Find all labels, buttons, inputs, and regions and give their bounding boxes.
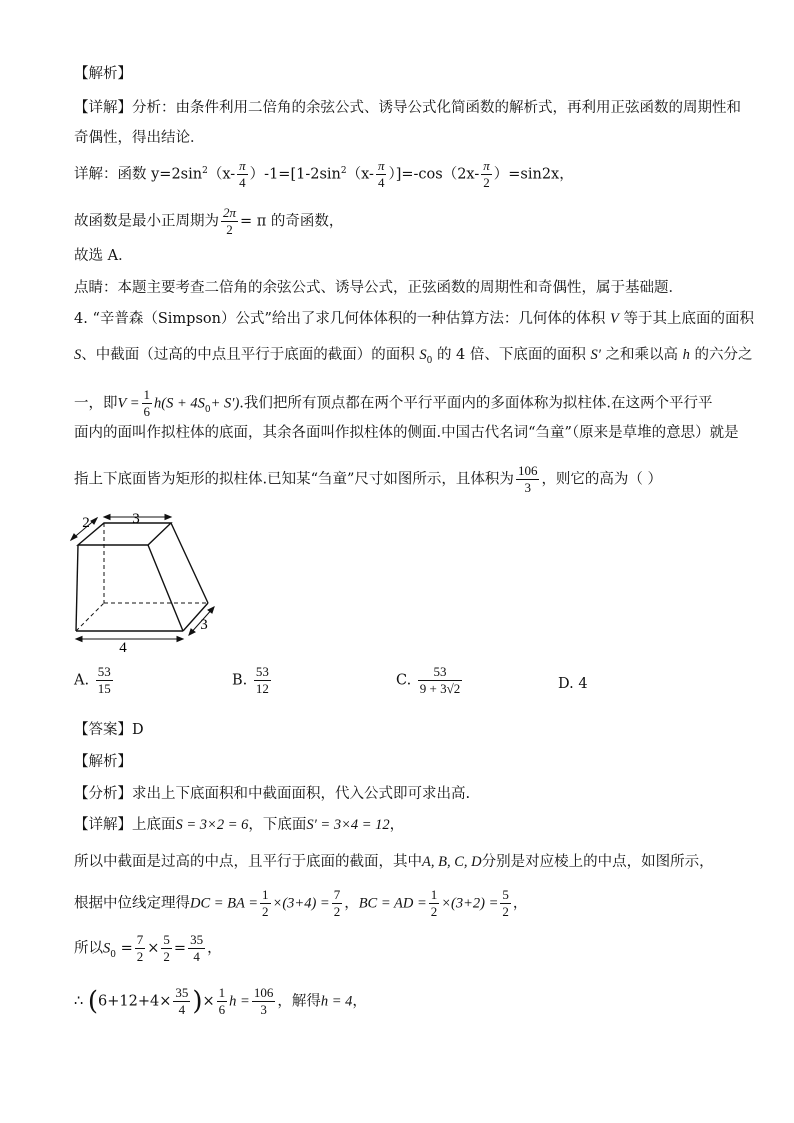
answer-line: 【答案】D (74, 722, 144, 738)
pi-over-4-fraction: $\frac{\pi}{4}$ (377, 158, 385, 190)
period-fraction: $\frac{2\pi}{2}$ (223, 205, 237, 237)
top-face-outline (78, 523, 171, 545)
solve-line: 详解：函数 $y=2\sin^2(x-$ $\frac{\pi}{4}$ ）$-1=[1-2\sin^2(x-$ $\frac{\pi}{4}$ ）]=-cos（2x- $\frac{\pi}{2}$ ）=sin2x， (74, 158, 574, 190)
pick-line: 故选 A． (74, 248, 133, 264)
analysis-heading-2: 【解析】 (74, 754, 132, 770)
midline-theorem-line: 根据中位线定理得DC = BA = $\frac{1}{2}$ ×(3+4) = $\frac{7}{2}$ ，BC = AD = $\frac{1}{2}$ ×(3+2) = $\frac{5}{2}$ ， (74, 887, 528, 919)
analysis-heading-1: 【解析】 (74, 66, 132, 82)
choice-d: D. 4 (558, 676, 588, 692)
pi-over-4-fraction: $\frac{\pi}{4}$ (239, 158, 246, 190)
q4-line-1: 4. “辛普森（Simpson）公式”给出了求几何体体积的一种估算方法：几何体的体积 V 等于其上底面的面积 (74, 311, 754, 327)
choice-c-fraction: $\frac{53}{9 + 3√2}$ (419, 664, 461, 696)
choice-b-fraction: $\frac{53}{12}$ (255, 664, 269, 696)
choice-a: A. $\frac{53}{15}$ (74, 664, 111, 696)
q4-line-5: 指上下底面皆为矩形的拟柱体.已知某“刍童”尺寸如图所示，且体积为 $\frac{106}{3}$ ，则它的高为（ ） (74, 463, 663, 495)
detail-line-1: 【详解】分析：由条件利用二倍角的余弦公式、诱导公式化简函数的解析式，再利用正弦函数的周期性和 (74, 100, 741, 116)
detail2-line: 【详解】上底面S = 3×2 = 6，下底面S′ = 3×4 = 12， (74, 817, 405, 833)
q4-line-2: S、中截面（过高的中点且平行于底面的截面）的面积 $S_0$ 的 4 倍、下底面的面积 S′ 之和乘以高 h 的六分之 (74, 347, 753, 366)
choice-c: C. $\frac{53}{9 + 3√2}$ (396, 664, 461, 696)
pi-over-2-fraction: $\frac{\pi}{2}$ (483, 158, 490, 190)
detail-line-2: 奇偶性，得出结论． (74, 130, 205, 146)
period-line: 故函数是最小正周期为 $\frac{2\pi}{2}$ = π 的奇函数， (74, 205, 344, 237)
choice-b: B. $\frac{53}{12}$ (232, 664, 269, 696)
q4-line-3: 一，即V = $\frac{1}{6}$ $h(S + 4S_0+ S')$.我们把所有顶点都在两个平行平面内的多面体称为拟柱体.在这两个平行平 (74, 387, 713, 419)
label-top-width: 3 (132, 511, 140, 527)
right-back-edge (171, 523, 208, 603)
mid-line: 所以中截面是过高的中点，且平行于底面的截面，其中A, B, C, D分别是对应棱上的中点，如图所示， (74, 854, 714, 870)
final-line: ∴ (6+12+4× $\frac{35}{4}$ )× $\frac{1}{6}$ h = $\frac{106}{3}$ ，解得h = 4， (74, 985, 367, 1017)
analyze-line: 【分析】求出上下底面积和中截面面积，代入公式即可求出高. (74, 786, 471, 802)
left-front-edge (76, 545, 78, 631)
volume-fraction: $\frac{106}{3}$ (517, 463, 538, 495)
hidden-bottom-left-edge (76, 603, 104, 631)
q4-line-4: 面内的面叫作拟柱体的底面，其余各面叫作拟柱体的侧面.中国古代名词“刍童”（原来是草堆的意思）就是 (74, 425, 739, 441)
label-bottom-depth: 3 (200, 617, 208, 633)
right-front-edge (148, 545, 183, 631)
s0-line: 所以$S_0$ = $\frac{7}{2}$ × $\frac{5}{2}$ = $\frac{35}{4}$ ， (74, 932, 222, 964)
label-top-depth: 2 (82, 515, 90, 531)
one-sixth-fraction: $\frac{1}{6}$ (143, 387, 151, 419)
label-bottom-width: 4 (119, 640, 127, 655)
choice-a-fraction: $\frac{53}{15}$ (97, 664, 111, 696)
comment-line: 点睛：本题主要考查二倍角的余弦公式、诱导公式，正弦函数的周期性和奇偶性，属于基础题． (74, 280, 683, 296)
frustum-figure (66, 505, 226, 655)
